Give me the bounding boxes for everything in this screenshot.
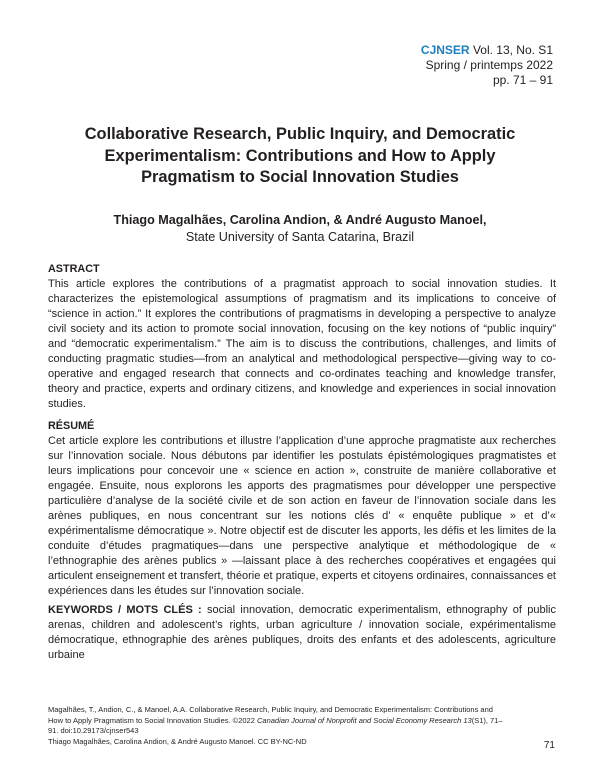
page-number: 71: [543, 740, 555, 751]
journal-volume: Vol. 13, No. S1: [472, 43, 553, 57]
citation-journal-name: Canadian Journal of Nonprofit and Social Economy Research 13: [256, 715, 472, 725]
abstract-section: [48, 262, 556, 412]
journal-brand: CJNSER: [420, 43, 470, 57]
citation-footer: [48, 705, 508, 747]
keywords-paragraph: [48, 603, 556, 663]
author-affiliation: State University of Santa Catarina, Brazil: [185, 230, 415, 244]
resume-text: Cet article explore les contributions et illustre l’application d’une approche pragmatiste aux recherches sur l’innovation sociale. Nous débutons par identifier les postulats épistémologiques pragmatistes et leurs implications pour concevoir une « science en action », construite de manière collaborative et engagée. Ensuite, nous explorons les apports des pragmatismes pour développer une perspective particulière d’analyse de la société civile et de son action en faveur de l’innovation sociale dans les arènes publiques, en nous concentrant sur les notions clés d’ « enquête publique » et d’« expérimentalisme démocratique ». Notre objectif est de discuter les apports, les défis et les limites de la conduite d’études pragmatiques—dans une perspective analytique et méthodologique de « l’ethnographie des arènes publics » —laissant place à des recherches coopératives et engagées qui articulent enseignement et transfert, théorie et pratique, experts et citoyens ordinaires, connaissances et expériences dans les études sur l’innovation sociale.: [48, 435, 556, 597]
license-line: Thiago Magalhães, Carolina Andion, & André Augusto Manoel. CC BY-NC-ND: [48, 736, 307, 746]
citation-part-a: Magalhães, T., Andion, C., & Manoel, A.A. Collaborative Research, Public Inquiry, and Democratic Experimentalism: Contributions and How to Apply Pragmatism to Social Innovation Studies. ©2022: [48, 705, 493, 725]
author-names: Thiago Magalhães, Carolina Andion, & André Augusto Manoel,: [113, 213, 487, 227]
keywords-section: [48, 603, 556, 663]
resume-heading: RÉSUMÉ: [48, 420, 95, 432]
title-line-3: Pragmatism to Social Innovation Studies: [141, 168, 459, 186]
title-line-2: Experimentalism: Contributions and How to Apply: [104, 146, 496, 165]
journal-pages: pp. 71 – 91: [492, 73, 553, 87]
author-block: [40, 212, 560, 246]
journal-info: [421, 43, 553, 88]
journal-season: Spring / printemps 2022: [425, 58, 553, 72]
keywords-text: social innovation, democratic experimentalism, ethnography of public arenas, children and adolescent’s rights, urban agriculture / innovation sociale, expérimentalisme démocratique, ethnographie des arènes publiques, droits des enfants et des adolescents, agriculture urbaine: [48, 604, 556, 661]
title-line-1: Collaborative Research, Public Inquiry, and Democratic: [84, 125, 516, 143]
abstract-heading: ASTRACT: [48, 263, 100, 275]
article-title: [40, 124, 560, 189]
citation-text: [48, 705, 508, 737]
citation-part-b: (S1), 71–91. doi:10.29173/cjnser543: [48, 715, 503, 735]
resume-section: [48, 419, 556, 599]
journal-volume-line: [421, 43, 553, 58]
keywords-label: KEYWORDS / MOTS CLÉS :: [48, 604, 202, 616]
abstract-text: This article explores the contributions of a pragmatist approach to social innovation studies. It characterizes the epistemological assumptions of pragmatism and its implications to conceive of “science in action.” It explores the contributions of pragmatisms in developing a perspective to analyze civil society and its action to promote social innovation, focusing on the key notions of “public inquiry” and “democratic experimentalism.” The aim is to discuss the contributions, challenges, and limits of conducting pragmatic studies—from an analytical and methodological perspective—giving way to co-operative and engaged research that connects and co-ordinates teaching and knowledge transfer, theory and practice, experts and ordinary citizens, and knowledge and experiences in social innovation studies.: [48, 278, 556, 410]
